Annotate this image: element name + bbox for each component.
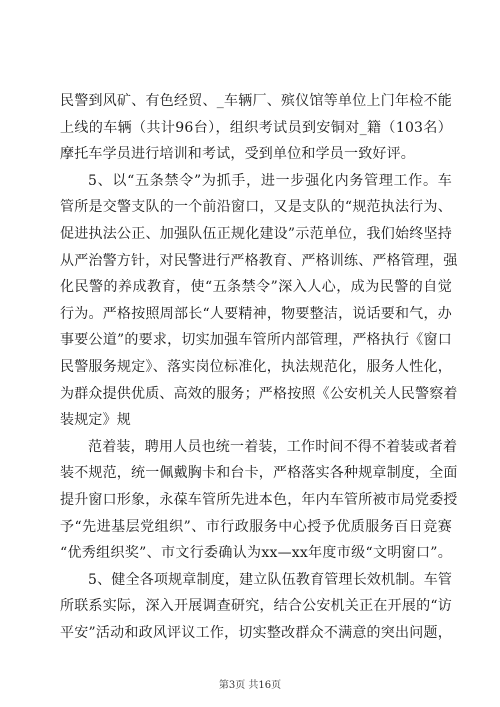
paragraph-line: 从严治警方针，对民警进行严格教育、严格训练、严格管理，强: [60, 252, 458, 269]
paragraph-line: 化民警的养成教育，使“五条禁令”深入人心，成为民警的自觉: [60, 279, 452, 296]
paragraph-line: “优秀组织奖”、市文行委确认为xx—xx年度市级“文明窗口”。: [60, 545, 452, 562]
paragraph-line: 事要公道”的要求，切实加强车管所内部管理，严格执行《窗口: [60, 332, 452, 349]
paragraph-line: 民警服务规定》、落实岗位标准化，执法规范化，服务人性化，: [60, 358, 452, 375]
paragraph-line: 5、健全各项规章制度，建立队伍教育管理长效机制。车管: [88, 571, 453, 588]
paragraph-line: 促进执法公正、加强队伍正规化建设”示范单位，我们始终坚持: [60, 225, 452, 242]
paragraph-line: 范着装，聘用人员也统一着装，工作时间不得不着装或者着: [88, 438, 458, 455]
paragraph-line: 民警到风矿、有色经贸、_车辆厂、殡仪馆等单位上门年检不能: [60, 93, 452, 109]
paragraph-line: 管所是交警支队的一个前沿窗口，又是支队的“规范执法行为、: [60, 199, 452, 216]
paragraph-line: 所联系实际，深入开展调查研究，结合公安机关正在开展的“访: [60, 598, 452, 615]
document-body: [60, 88, 458, 646]
paragraph-line: 上线的车辆（共计96台），组织考试员到安铜对_籍（103名）: [60, 119, 452, 136]
page-footer: 第3页 共16页: [218, 680, 282, 691]
paragraph-line: 5、以“五条禁令”为抓手，进一步强化内务管理工作。车: [88, 172, 452, 189]
paragraph-line: 提升窗口形象，永葆车管所先进本色，年内车管所被市局党委授: [60, 491, 458, 508]
paragraph-line: 摩托车学员进行培训和考试，受到单位和学员一致好评。: [60, 146, 415, 163]
paragraph-line: 平安”活动和政风评议工作，切实整改群众不满意的突出问题，: [60, 624, 452, 641]
paragraph-line: 予“先进基层党组织”、市行政服务中心授予优质服务百日竞赛: [60, 518, 452, 535]
paragraph-line: 装规定》规: [60, 412, 131, 429]
paragraph-line: 行为。严格按照周部长“人要精神，物要整洁，说话要和气，办: [60, 305, 452, 322]
paragraph-line: 为群众提供优质、高效的服务；严格按照《公安机关人民警察着: [60, 385, 458, 402]
paragraph-line: 装不规范，统一佩戴胸卡和台卡，严格落实各种规章制度，全面: [60, 465, 458, 482]
